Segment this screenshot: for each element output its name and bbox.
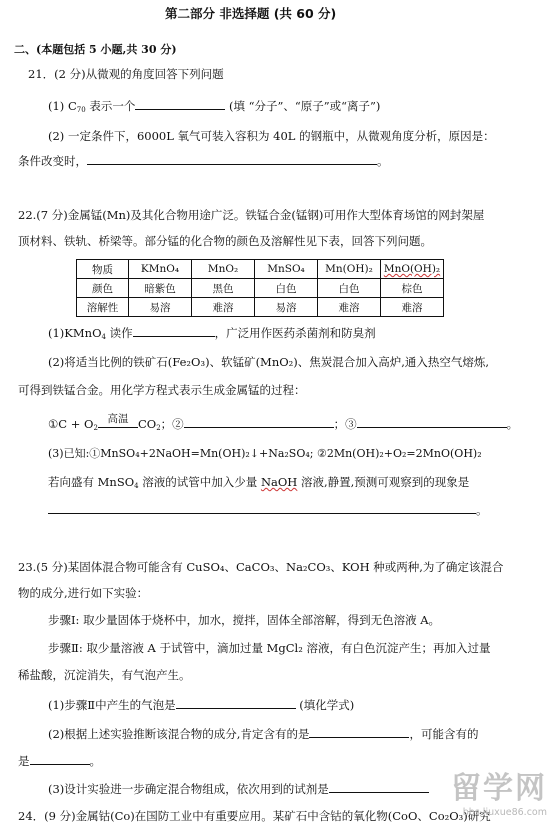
q21-p1-pre: (1) C [48, 99, 77, 113]
q22-p1-mid: 读作 [105, 326, 133, 340]
q22-p1-pre: (1)KMnO [48, 326, 102, 340]
eq1-reactants: ①C + O [48, 417, 94, 431]
q23-p1-answer-blank[interactable] [176, 697, 296, 709]
table-cell: 颜色 [77, 279, 129, 298]
table-header-cell: MnSO₄ [255, 260, 318, 279]
eq2-separator: ；③ [333, 417, 357, 431]
q21-part2-cont [18, 153, 389, 169]
table-cell: 难溶 [318, 298, 381, 317]
table-cell: 白色 [318, 279, 381, 298]
eq1-o2-sub: 2 [93, 424, 98, 432]
q21-p2-answer-blank[interactable] [87, 153, 377, 165]
q23-p1-pre: (1)步骤Ⅱ中产生的气泡是 [48, 698, 176, 712]
eq1-arrow-line [98, 427, 138, 428]
table-header-cell: KMnO₄ [129, 260, 192, 279]
manganese-compound-table [76, 259, 444, 317]
table-row [77, 279, 444, 298]
q23-p2-post: ，可能含有的 [409, 727, 479, 741]
q23-step1: 步骤Ⅰ: 取少量固体于烧杯中，加水，搅拌，固体全部溶解，得到无色溶液 A。 [48, 613, 441, 627]
q21-p2-end: 。 [377, 154, 389, 168]
table-row [77, 298, 444, 317]
q22-equations [48, 413, 519, 436]
table-cell: 溶解性 [77, 298, 129, 317]
q22-p3-answer-blank[interactable] [48, 502, 476, 514]
eq1-co2-sub: 2 [156, 424, 161, 432]
table-header-cell [381, 260, 444, 279]
site-watermark [451, 763, 547, 818]
q21-p1-mid: 表示一个 [85, 99, 136, 113]
eq1-condition-label: 高温 [107, 413, 129, 425]
table-header-cell: Mn(OH)₂ [318, 260, 381, 279]
q22-p3-post: 溶液,静置,预测可观察到的现象是 [297, 475, 470, 489]
q24-intro: 24．(9 分)金属钴(Co)在国防工业中有重要应用。某矿石中含钴的氧化物(CoO、Co₂O₃)研究 [18, 809, 491, 823]
q23-p2-pre: (2)根据上述实验推断该混合物的成分,肯定含有的是 [48, 727, 310, 741]
table-cell: 白色 [255, 279, 318, 298]
q22-part2-line2: 可得到铁锰合金。用化学方程式表示生成金属锰的过程： [18, 383, 306, 397]
table-cell: 棕色 [381, 279, 444, 298]
page-title: 第二部分 非选择题 (共 60 分) [165, 6, 337, 21]
q21-p1-answer-blank[interactable] [135, 98, 225, 110]
q23-intro-2: 物的成分,进行如下实验： [18, 586, 149, 600]
q22-p1-post: ，广泛用作医药杀菌剂和防臭剂 [214, 326, 376, 340]
q22-p1-sub: 4 [101, 333, 106, 341]
q23-part2-cont [18, 753, 101, 769]
q22-p3-sub: 4 [134, 482, 139, 490]
q23-step2-line1: 步骤Ⅱ: 取少量溶液 A 于试管中，滴加过量 MgCl₂ 溶液，有白色沉淀产生；再加入过量 [48, 641, 491, 655]
q22-intro-2: 顶材料、铁轨、桥梁等。部分锰的化合物的颜色及溶解性见下表，回答下列问题。 [18, 234, 432, 248]
q23-p3-pre: (3)设计实验进一步确定混合物组成，依次用到的试剂是 [48, 782, 329, 796]
q22-intro-1: 22.(7 分)金属锰(Mn)及其化合物用途广泛。铁锰合金(锰钢)可用作大型体育场馆的网封架屋 [18, 208, 485, 222]
q23-p2-answer-blank-2[interactable] [30, 753, 90, 765]
table-cell: 黑色 [192, 279, 255, 298]
q22-p3-end: 。 [476, 503, 488, 517]
table-header-cell: 物质 [77, 260, 129, 279]
q22-p3-pre: 若向盛有 MnSO [48, 475, 135, 489]
section-heading: 二、(本题包括 5 小题,共 30 分) [14, 43, 177, 56]
watermark-url: bbs.liuxue86.com [462, 807, 547, 818]
q23-part1 [48, 697, 354, 713]
q22-part2-line1: (2)将适当比例的铁矿石(Fe₂O₃)、软锰矿(MnO₂)、焦炭混合加入高炉,通入热空气熔炼, [48, 355, 490, 369]
table-cell: 难溶 [381, 298, 444, 317]
q23-part2 [48, 726, 478, 742]
eq3-answer-blank[interactable] [357, 416, 507, 428]
q21-p1-post: (填 “分子”、“原子”或“离子”) [225, 99, 381, 113]
q22-part1 [48, 325, 376, 345]
q23-p2-end: 。 [89, 754, 101, 768]
q22-part3-answer-line [48, 502, 488, 518]
q22-p3-naoh: NaOH [260, 475, 298, 489]
q21-part1 [48, 98, 380, 118]
q21-p2-cont: 条件改变时， [18, 154, 87, 168]
q21-p1-sub: 70 [76, 106, 86, 114]
eq3-end: 。 [506, 417, 519, 431]
q23-part3 [48, 781, 429, 797]
table-cell: 暗紫色 [129, 279, 192, 298]
q23-p3-answer-blank[interactable] [329, 781, 429, 793]
q22-p3-mid: 溶液的试管中加入少量 [138, 475, 261, 489]
q21-intro: 21．(2 分)从微观的角度回答下列问题 [28, 67, 224, 81]
q22-part3-line2 [48, 474, 469, 494]
table-header-cell: MnO₂ [192, 260, 255, 279]
table-header-mnooh: MnO(OH)₂ [383, 263, 441, 275]
eq1-separator: ；② [160, 417, 184, 431]
table-cell: 易溶 [255, 298, 318, 317]
table-header-row [77, 260, 444, 279]
q23-p2-cont: 是 [18, 754, 30, 768]
eq2-answer-blank[interactable] [184, 416, 334, 428]
q21-part2: (2) 一定条件下，6000L 氧气可装入容积为 40L 的钢瓶中，从微观角度分析，原因是： [48, 129, 495, 143]
table-cell: 难溶 [192, 298, 255, 317]
q23-p2-answer-blank-1[interactable] [309, 726, 409, 738]
eq1-condition-arrow [98, 413, 138, 428]
eq1-product: CO [137, 417, 157, 431]
q23-p1-post: (填化学式) [295, 698, 355, 712]
q23-step2-line2: 稀盐酸，沉淀消失，有气泡产生。 [18, 668, 191, 682]
q22-p1-answer-blank[interactable] [133, 325, 215, 337]
q23-intro-1: 23.(5 分)某固体混合物可能含有 CuSO₄、CaCO₃、Na₂CO₃、KOH 种或两种,为了确定该混合 [18, 560, 504, 574]
watermark-brand: 留学网 [451, 771, 547, 806]
table-cell: 易溶 [129, 298, 192, 317]
q22-part3: (3)已知:①MnSO₄+2NaOH=Mn(OH)₂↓+Na₂SO₄; ②2Mn(OH)₂+O₂=2MnO(OH)₂ [48, 447, 482, 460]
